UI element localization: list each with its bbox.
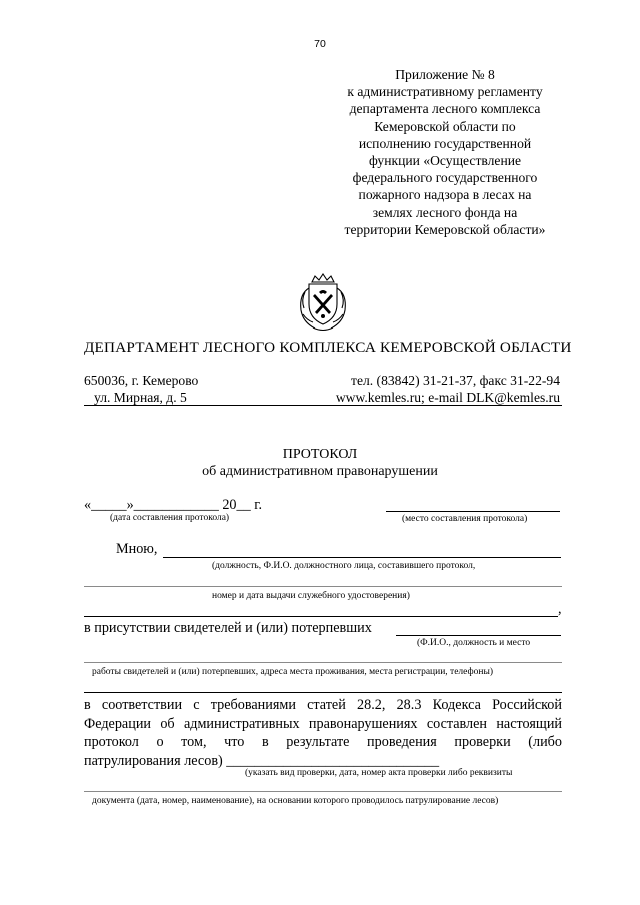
place-caption: (место составления протокола): [402, 514, 528, 524]
witnesses-label: в присутствии свидетелей и (или) потерпевших: [84, 620, 372, 636]
check-field-line2[interactable]: [84, 791, 562, 792]
subtitle: об административном правонарушении: [202, 464, 438, 479]
id-caption: номер и дата выдачи служебного удостоверения): [212, 591, 410, 601]
witnesses-field-line2[interactable]: [84, 662, 562, 663]
appendix-header: [312, 66, 578, 238]
page-number: 70: [314, 38, 326, 50]
by-me-label: Мною,: [116, 541, 158, 557]
official-caption: (должность, Ф.И.О. должностного лица, составившего протокол,: [212, 561, 476, 571]
witnesses-field[interactable]: [396, 635, 561, 636]
witnesses-caption-2: работы свидетелей и (или) потерпевших, адреса места проживания, места регистрации, телефоны): [92, 667, 494, 677]
header-divider: [84, 405, 562, 406]
official-field-line2[interactable]: [84, 586, 562, 587]
appendix-line: территории Кемеровской области»: [344, 221, 546, 237]
protocol-title: [0, 446, 640, 480]
coat-of-arms-icon: [295, 270, 351, 334]
check-caption: (указать вид проверки, дата, номер акта проверки либо реквизиты: [245, 768, 513, 778]
date-field[interactable]: «_____»____________ 20__ г.: [84, 497, 263, 513]
paragraph-line[interactable]: патрулирования лесов) ______________________________: [84, 752, 440, 769]
paragraph-line: в соответствии с требованиями статей 28.2, 28.3 Кодекса Российской: [84, 697, 562, 713]
protocol-paragraph: [84, 696, 562, 770]
place-field[interactable]: [386, 511, 560, 512]
appendix-line: землях лесного фонда на: [372, 204, 518, 220]
doc-caption: документа (дата, номер, наименование), на основании которого проводилось патрулирование лесов): [92, 796, 499, 806]
witnesses-field-line3[interactable]: [84, 692, 562, 693]
department-address: [84, 372, 198, 406]
appendix-line: пожарного надзора в лесах на: [358, 187, 532, 203]
address-line: ул. Мирная, д. 5: [94, 390, 187, 405]
official-field-line3[interactable]: [84, 616, 558, 617]
comma: ,: [558, 601, 562, 617]
appendix-line: к административному регламенту: [347, 84, 543, 100]
appendix-line: Кемеровской области по: [374, 118, 516, 134]
appendix-line: функции «Осуществление: [368, 153, 522, 169]
contact-line: www.kemles.ru; e-mail DLK@kemles.ru: [335, 390, 560, 405]
date-caption: (дата составления протокола): [110, 513, 230, 523]
address-line: 650036, г. Кемерово: [84, 373, 199, 388]
appendix-line: федерального государственного: [352, 170, 538, 186]
witnesses-caption: (Ф.И.О., должность и место: [417, 638, 531, 648]
official-field[interactable]: [163, 557, 561, 558]
contact-line: тел. (83842) 31-21-37, факс 31-22-94: [351, 373, 560, 388]
department-contacts: [300, 372, 560, 406]
paragraph-line: протокол о том, что в результате проведения проверки (либо: [84, 734, 562, 750]
paragraph-line: Федерации об административных правонарушениях составлен настоящий: [84, 715, 562, 732]
department-name: ДЕПАРТАМЕНТ ЛЕСНОГО КОМПЛЕКСА КЕМЕРОВСКОЙ ОБЛАСТИ: [84, 339, 572, 356]
title: ПРОТОКОЛ: [282, 447, 358, 462]
appendix-line: исполнению государственной: [358, 135, 532, 151]
appendix-line: департамента лесного комплекса: [349, 101, 541, 117]
appendix-line: Приложение № 8: [395, 67, 495, 82]
